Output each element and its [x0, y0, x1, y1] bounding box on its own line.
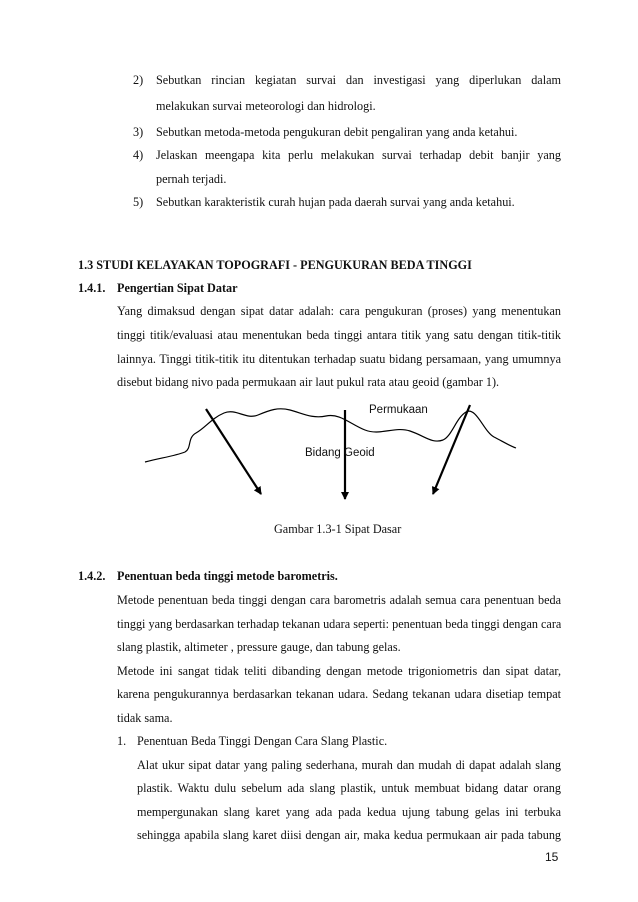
list-item-title: Penentuan Beda Tinggi Dengan Cara Slang Plastic.	[137, 734, 388, 748]
paragraph-line: Metode penentuan beda tinggi dengan cara barometris adalah semua cara penentuan beda	[117, 593, 561, 607]
paragraph-line: plastik. Waktu dulu sebelum ada slang plastik, untuk membuat bidang datar orang	[137, 781, 561, 795]
section-heading: 1.3 STUDI KELAYAKAN TOPOGRAFI - PENGUKURAN BEDA TINGGI	[78, 258, 472, 272]
list-number: 3)	[133, 125, 144, 139]
subsection-title: Penentuan beda tinggi metode barometris.	[117, 569, 338, 583]
figure-caption: Gambar 1.3-1 Sipat Dasar	[274, 522, 402, 536]
paragraph-line: lainnya. Tinggi titik-titik itu ditentukan terhadap suatu bidang persamaan, yang umumnya	[117, 352, 561, 366]
list-item-text: Jelaskan meengapa kita perlu melakukan survai terhadap debit banjir yang	[156, 148, 561, 162]
paragraph-line: slang plastik, altimeter , pressure gauge, dan tabung gelas.	[117, 640, 401, 654]
figure-label-geoid: Bidang Geoid	[305, 447, 375, 459]
paragraph-line: Metode ini sangat tidak teliti dibanding dengan metode trigoniometris dan sipat datar,	[117, 664, 561, 678]
right-arrow	[433, 405, 470, 494]
list-item-text: Sebutkan rincian kegiatan survai dan investigasi yang diperlukan dalam	[156, 73, 561, 87]
list-number: 4)	[133, 148, 144, 162]
left-arrow	[206, 409, 261, 494]
list-item-text: Sebutkan karakteristik curah hujan pada daerah survai yang anda ketahui.	[156, 195, 515, 209]
list-number: 1.	[117, 734, 127, 748]
paragraph-line: Alat ukur sipat datar yang paling sederhana, murah dan mudah di dapat adalah slang	[137, 758, 561, 772]
list-item-text: melakukan survai meteorologi dan hidrologi.	[156, 99, 376, 113]
paragraph-line: tidak sama.	[117, 711, 173, 725]
list-item-text: Sebutkan metoda-metoda pengukuran debit pengaliran yang anda ketahui.	[156, 125, 518, 139]
paragraph-line: Yang dimaksud dengan sipat datar adalah: cara pengukuran (proses) yang menentukan	[117, 304, 561, 318]
subsection-number: 1.4.2.	[78, 569, 106, 583]
paragraph-line: tinggi yang berdasarkan terhadap tekanan udara seperti: penentuan beda tinggi dengan cara	[117, 617, 561, 631]
subsection-number: 1.4.1.	[78, 281, 106, 295]
paragraph-line: tinggi titik/evaluasi atau menentukan beda tinggi antara titik yang satu dengan titik-titik	[117, 328, 561, 342]
paragraph-line: disebut bidang nivo pada permukaan air laut pukul rata atau geoid (gambar 1).	[117, 375, 500, 389]
paragraph-line: mempergunakan slang karet yang ada pada kedua ujung tabung gelas ini terbuka	[137, 805, 561, 819]
subsection-title: Pengertian Sipat Datar	[117, 281, 238, 295]
paragraph-line: sehingga apabila slang karet diisi dengan air, maka kedua permukaan air pada tabung	[137, 828, 561, 842]
list-number: 5)	[133, 195, 144, 209]
list-item-text: pernah terjadi.	[156, 172, 227, 186]
list-number: 2)	[133, 73, 144, 87]
figure-label-surface: Permukaan	[369, 404, 428, 416]
page-number: 15	[545, 850, 559, 864]
paragraph-line: karena pengukurannya berdasarkan tekanan udara. Sedang tekanan udara disetiap tempat	[117, 687, 561, 701]
